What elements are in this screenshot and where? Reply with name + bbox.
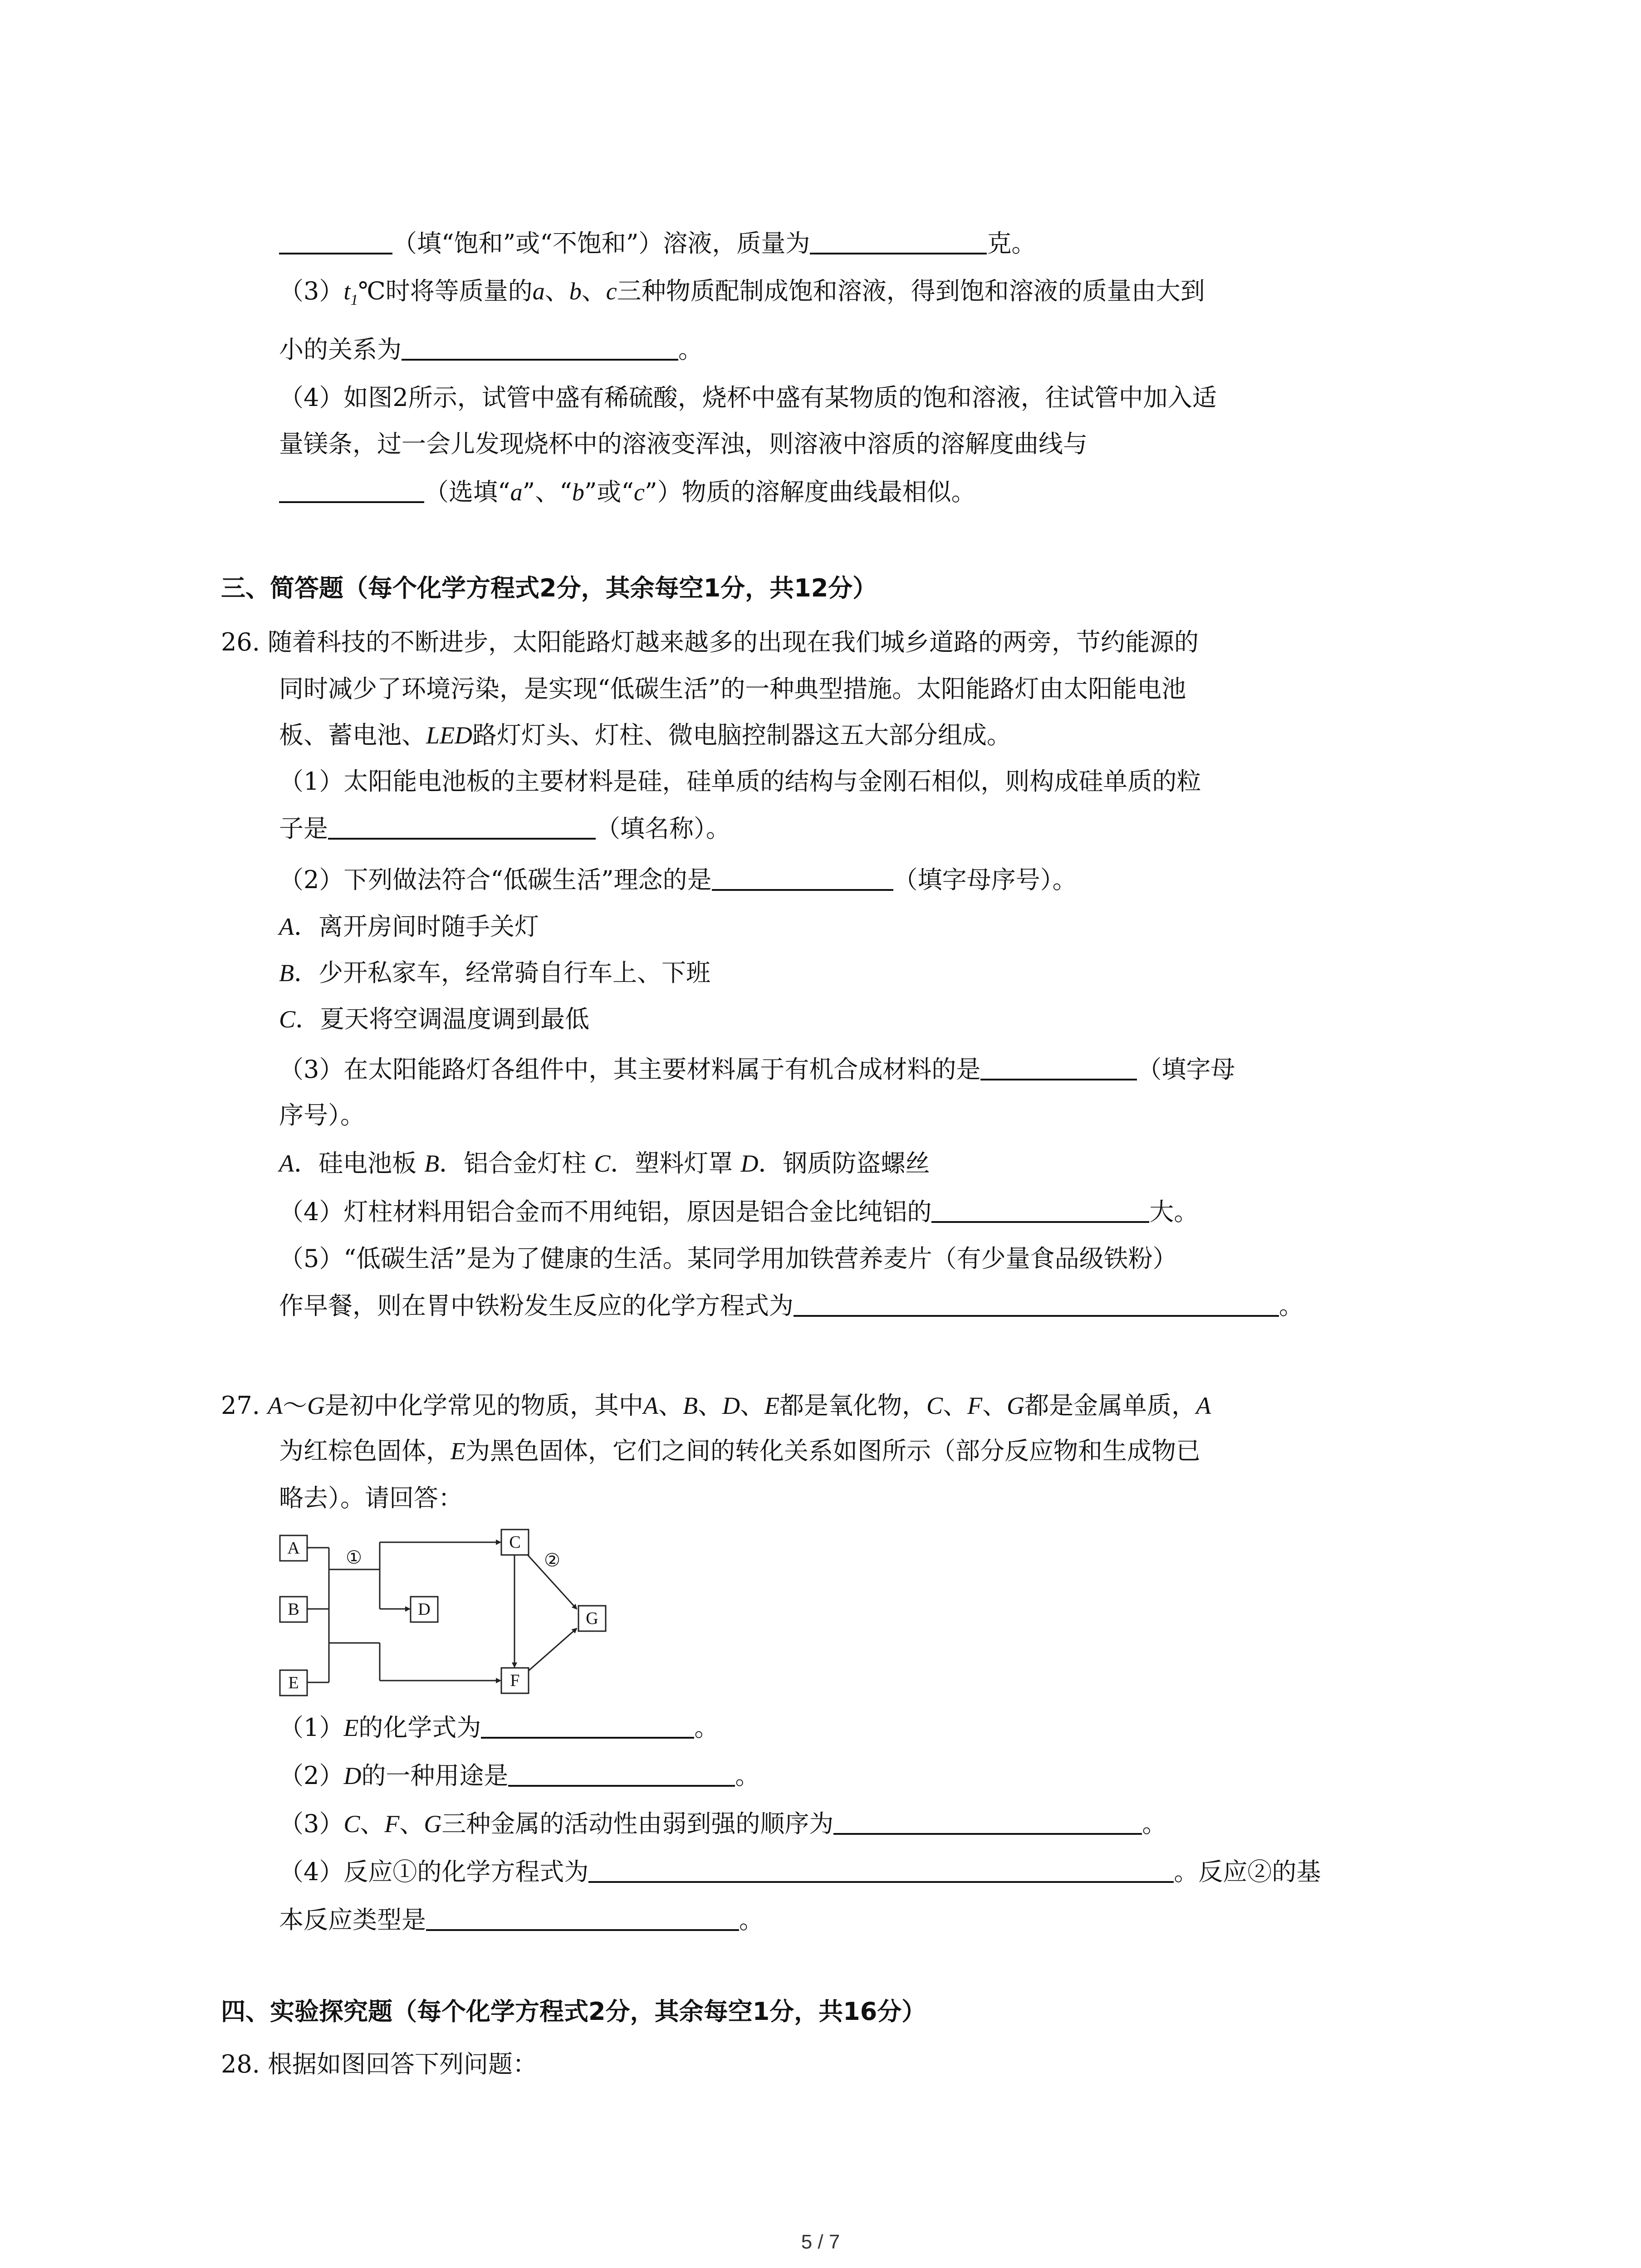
q27-line-4: （1）E的化学式为 。 (279, 1713, 719, 1742)
q26-line-10: （4）灯柱材料用铝合金而不用纯铝，原因是铝合金比纯铝的 大。 (279, 1198, 1199, 1226)
line-6: （选填“a”、“b”或“c”）物质的溶解度曲线最相似。 (279, 476, 976, 508)
q26-line-4: （1）太阳能电池板的主要材料是硅，硅单质的结构与金刚石相似，则构成硅单质的粒 (279, 767, 1201, 796)
section-heading-4: 四、实验探究题（每个化学方程式2分，其余每空1分，共16分） (221, 1997, 926, 2026)
line-1: （填“饱和”或“不饱和”）溶液，质量为 克。 (279, 228, 1036, 259)
answer-blank[interactable] (810, 229, 987, 254)
answer-blank[interactable] (588, 1857, 1174, 1883)
answer-blank[interactable] (426, 1906, 739, 1931)
reaction-2-label: ② (544, 1550, 560, 1571)
answer-blank[interactable] (328, 814, 596, 840)
q27-line-8: 本反应类型是 。 (279, 1906, 764, 1934)
node-f-label: F (510, 1671, 520, 1690)
answer-blank[interactable] (931, 1198, 1149, 1223)
q27-line-5: （2）D的一种用途是 。 (279, 1761, 760, 1790)
q27-line-3: 略去）。请回答： (279, 1484, 463, 1512)
node-b-label: B (288, 1600, 299, 1619)
q27-line-7: （4）反应①的化学方程式为 。反应②的基 (279, 1857, 1321, 1886)
node-c-label: C (509, 1533, 521, 1552)
q26-line-12: 作早餐，则在胃中铁粉发生反应的化学方程式为 。 (279, 1291, 1303, 1320)
q26-line-6: （2）下列做法符合“低碳生活”理念的是 （填字母序号）。 (279, 865, 1077, 894)
node-a-label: A (287, 1539, 300, 1558)
answer-blank[interactable] (833, 1809, 1142, 1835)
q26-option-c: C．夏天将空调温度调到最低 (279, 1005, 590, 1033)
answer-blank[interactable] (508, 1761, 735, 1787)
q26-option-b: B．少开私家车，经常骑自行车上、下班 (279, 958, 710, 987)
answer-blank[interactable] (980, 1055, 1137, 1080)
answer-blank[interactable] (402, 335, 678, 361)
q26-line-9: A．硅电池板 B．铝合金灯柱 C．塑料灯罩 D．钢质防盗螺丝 (279, 1149, 930, 1178)
q27-line-2: 为红棕色固体，E为黑色固体，它们之间的转化关系如图所示（部分反应物和生成物已 (279, 1437, 1200, 1465)
q28-line-1: 28. 根据如图回答下列问题： (221, 2050, 538, 2078)
q27-line-6: （3）C、F、G三种金属的活动性由弱到强的顺序为 。 (279, 1809, 1167, 1838)
q26-line-11: （5）“低碳生活”是为了健康的生活。某同学用加铁营养麦片（有少量食品级铁粉） (279, 1244, 1177, 1273)
answer-blank[interactable] (481, 1713, 694, 1739)
q26-option-a: A．离开房间时随手关灯 (279, 912, 539, 941)
q26-line-7: （3）在太阳能路灯各组件中，其主要材料属于有机合成材料的是 （填字母 (279, 1055, 1235, 1084)
conversion-diagram (279, 1529, 642, 1710)
line-3: 小的关系为 。 (279, 335, 703, 364)
answer-blank[interactable] (279, 478, 424, 503)
q26-line-8: 序号）。 (279, 1101, 365, 1129)
answer-blank[interactable] (794, 1291, 1279, 1317)
node-d-label: D (418, 1600, 431, 1619)
page-number: 5 / 7 (801, 2231, 840, 2253)
line-2: $(3)t_1℃$时将等质量的a、b、c三种物质配制成饱和溶液，得到饱和溶液的质量由大到 (279, 277, 1205, 308)
q26-line-2: 同时减少了环境污染，是实现“低碳生活”的一种典型措施。太阳能路灯由太阳能电池 (279, 675, 1186, 703)
q26-line-1: 26. 随着科技的不断进步，太阳能路灯越来越多的出现在我们城乡道路的两旁，节约能源的 (221, 628, 1199, 656)
node-g-label: G (586, 1609, 598, 1628)
answer-blank[interactable] (712, 865, 893, 891)
q26-line-3: 板、蓄电池、LED路灯灯头、灯柱、微电脑控制器这五大部分组成。 (279, 721, 1012, 749)
reaction-1-label: ① (346, 1547, 362, 1568)
q26-line-5: 子是 （填名称）。 (279, 814, 730, 843)
section-heading-3: 三、简答题（每个化学方程式2分，其余每空1分，共12分） (221, 574, 877, 602)
node-e-label: E (288, 1673, 299, 1692)
line-4: （4）如图2所示，试管中盛有稀硫酸，烧杯中盛有某物质的饱和溶液，往试管中加入适 (279, 383, 1217, 412)
q27-line-1: 27. A～G是初中化学常见的物质，其中A、B、D、E都是氧化物，C、F、G都是金属单质，A (221, 1391, 1211, 1420)
line-5: 量镁条，过一会儿发现烧杯中的溶液变浑浊，则溶液中溶质的溶解度曲线与 (279, 430, 1087, 458)
answer-blank[interactable] (279, 229, 392, 254)
